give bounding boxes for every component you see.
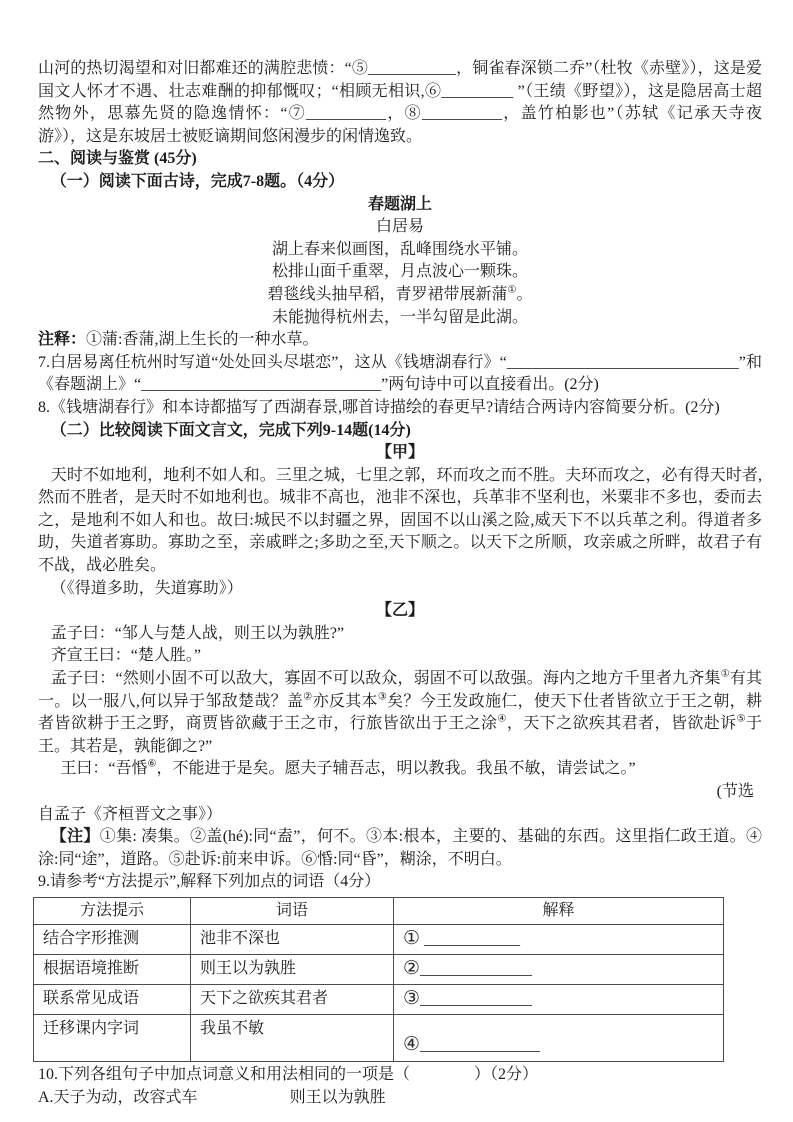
method-cell: 迁移课内字词 [34,1014,191,1061]
question-7: 7.白居易离任杭州时写道“处处回头尽堪恋”，这从《钱塘湖春行》“_____________________________”和《春题湖上》“______________________________”两句诗中可以直接看出。(2分) [38,353,762,394]
poem-line: 湖上春来似画图，乱峰围绕水平铺。 [271,240,528,258]
table-row [34,954,724,984]
table-header-row [34,897,724,924]
poem-note-label: 注释： [38,331,87,349]
answer-blank: ____________ [420,931,521,949]
passage-jia-label: 【甲】 [375,444,424,462]
passage-yi-excerpt-end: 自孟子《齐桓晋文之事》） [38,805,223,823]
option-a-left: A.天子为动，改容式车 [38,1088,198,1106]
poem-note-text: ①蒲:香蒲,湖上生长的一种水草。 [86,331,319,349]
table-row [34,1014,724,1061]
notes-text: ①集: 凑集。②盖(hé):同“盍”，何不。③本:根本，主要的、基础的东西。这里指仁政王道。④涂:同“途”，道路。⑤赴诉:前来申诉。⑥惛:同“昏”，糊涂，不明白。 [38,828,762,868]
method-hint-table [33,897,724,1062]
question-9: 9.请参考“方法提示”,解释下列加点的词语（4分） [38,873,381,891]
table-row [34,984,724,1014]
part2-heading: （二）比较阅读下面文言文，完成下列9-14题(14分) [50,421,411,439]
explanation-cell [394,1014,724,1061]
table-header-word: 词语 [191,897,394,924]
table-header-method: 方法提示 [34,897,191,924]
answer-blank: ______________ [420,961,533,979]
passage-jia-text: 天时不如地利，地利不如人和。三里之城，七里之郭，环而攻之而不胜。夫环而攻之，必有得天时者,然而不胜者，是天时不如地利也。城非不高也，池非不深也，兵革非不坚利也，米粟非不多也，委而去之，是地利不如人和也。故曰:城民不以封疆之界，固国不以山溪之险,威天下不以兵革之利。得道者多助，失道者寡助。寡助之至，亲戚畔之;多助之至,天下顺之。以天下之所顺，攻亲戚之所畔，故君子有不战，战必胜矣。 [38,466,762,575]
section-heading: 二、阅读与鉴赏 (45分) [38,150,197,168]
poem-title: 春题湖上 [367,195,432,213]
circled-number: ① [403,927,421,950]
explanation-cell [394,984,724,1014]
circled-number: ④ [403,1032,421,1055]
option-a-right: 则王以为孰胜 [289,1088,386,1106]
notes-paragraph [38,826,762,871]
explanation-cell [394,954,724,984]
intro-paragraph: 山河的热切渴望和对旧都难还的满腔悲愤：“⑤___________，铜雀春深锁二乔”（杜牧《赤壁》），这是爱国文人怀才不遇、壮志难酬的抑郁慨叹；“相顾无相识,⑥_________ ”（王绩《野望》），这是隐居高士超然物外，思慕先贤的隐逸情怀：“⑦__________，⑧__________，盖竹柏影也”（苏轼《记承天寺夜游》），这是东坡居士被贬谪期间悠闲漫步的闲情逸致。 [38,60,762,145]
question-10: 10.下列各组句子中加点词意义和用法相同的一项是（ ）（2分） [38,1065,539,1083]
word-cell: 池非不深也 [191,924,394,954]
word-cell: 我虽不敏 [191,1014,394,1061]
explanation-cell [394,924,724,954]
passage-yi-p3: 孟子曰：“然则小固不可以敌大，寡固不可以敌众，弱固不可以敌强。海内之地方千里者九齐集①有其一。以一服八,何以异于邹敌楚哉？盖②亦反其本③矣？今王发政施仁，使天下仕者皆欲立于王之朝，耕者皆欲耕于王之野，商贾皆欲藏于王之市，行旅皆欲出于王之涂④，天下之欲疾其君者，皆欲赴诉⑤于王。其若是，孰能御之?” [38,668,762,755]
poem-author: 白居易 [375,218,424,236]
method-cell: 结合字形推测 [34,924,191,954]
method-cell: 联系常见成语 [34,984,191,1014]
word-cell: 则王以为孰胜 [191,954,394,984]
poem-line: 碧毯线头抽早稻，青罗裙带展新蒲①。 [267,284,533,303]
poem-line: 松排山面千重翠，月点波心一颗珠。 [271,263,528,281]
method-cell: 根据语境推断 [34,954,191,984]
answer-blank: _______________ [420,1036,541,1054]
option-a [38,1087,762,1110]
answer-blank: ______________ [420,991,533,1009]
passage-yi-p2: 齐宣王曰：“楚人胜。” [50,647,202,665]
table-row [34,924,724,954]
passage-yi-p1: 孟子曰：“邹人与楚人战，则王以为孰胜?” [50,624,345,642]
passage-jia-source: （《得道多助，失道寡助》） [50,579,243,597]
poem-block [38,194,762,330]
table-header-explanation: 解释 [394,897,724,924]
notes-label: 【注】 [50,828,100,846]
passage-yi-excerpt-start: (节选 [716,783,754,800]
circled-number: ③ [403,987,421,1010]
passage-yi-label: 【乙】 [375,602,424,620]
poem-line: 未能抛得杭州去，一半勾留是此湖。 [271,308,528,326]
question-8: 8.《钱塘湖春行》和本诗都描写了西湖春景,哪首诗描绘的春更早?请结合两诗内容简要分析。(2分) [38,398,720,416]
part1-heading: （一）阅读下面古诗，完成7-8题。（4分） [50,172,345,190]
word-cell: 天下之欲疾其君者 [191,984,394,1014]
circled-number: ② [403,957,421,980]
poem-note [38,329,762,352]
passage-yi-p4: 王曰：“吾惛⑥，不能进于是矣。愿夫子辅吾志，明以教我。我虽不敏，请尝试之。” [60,759,636,778]
